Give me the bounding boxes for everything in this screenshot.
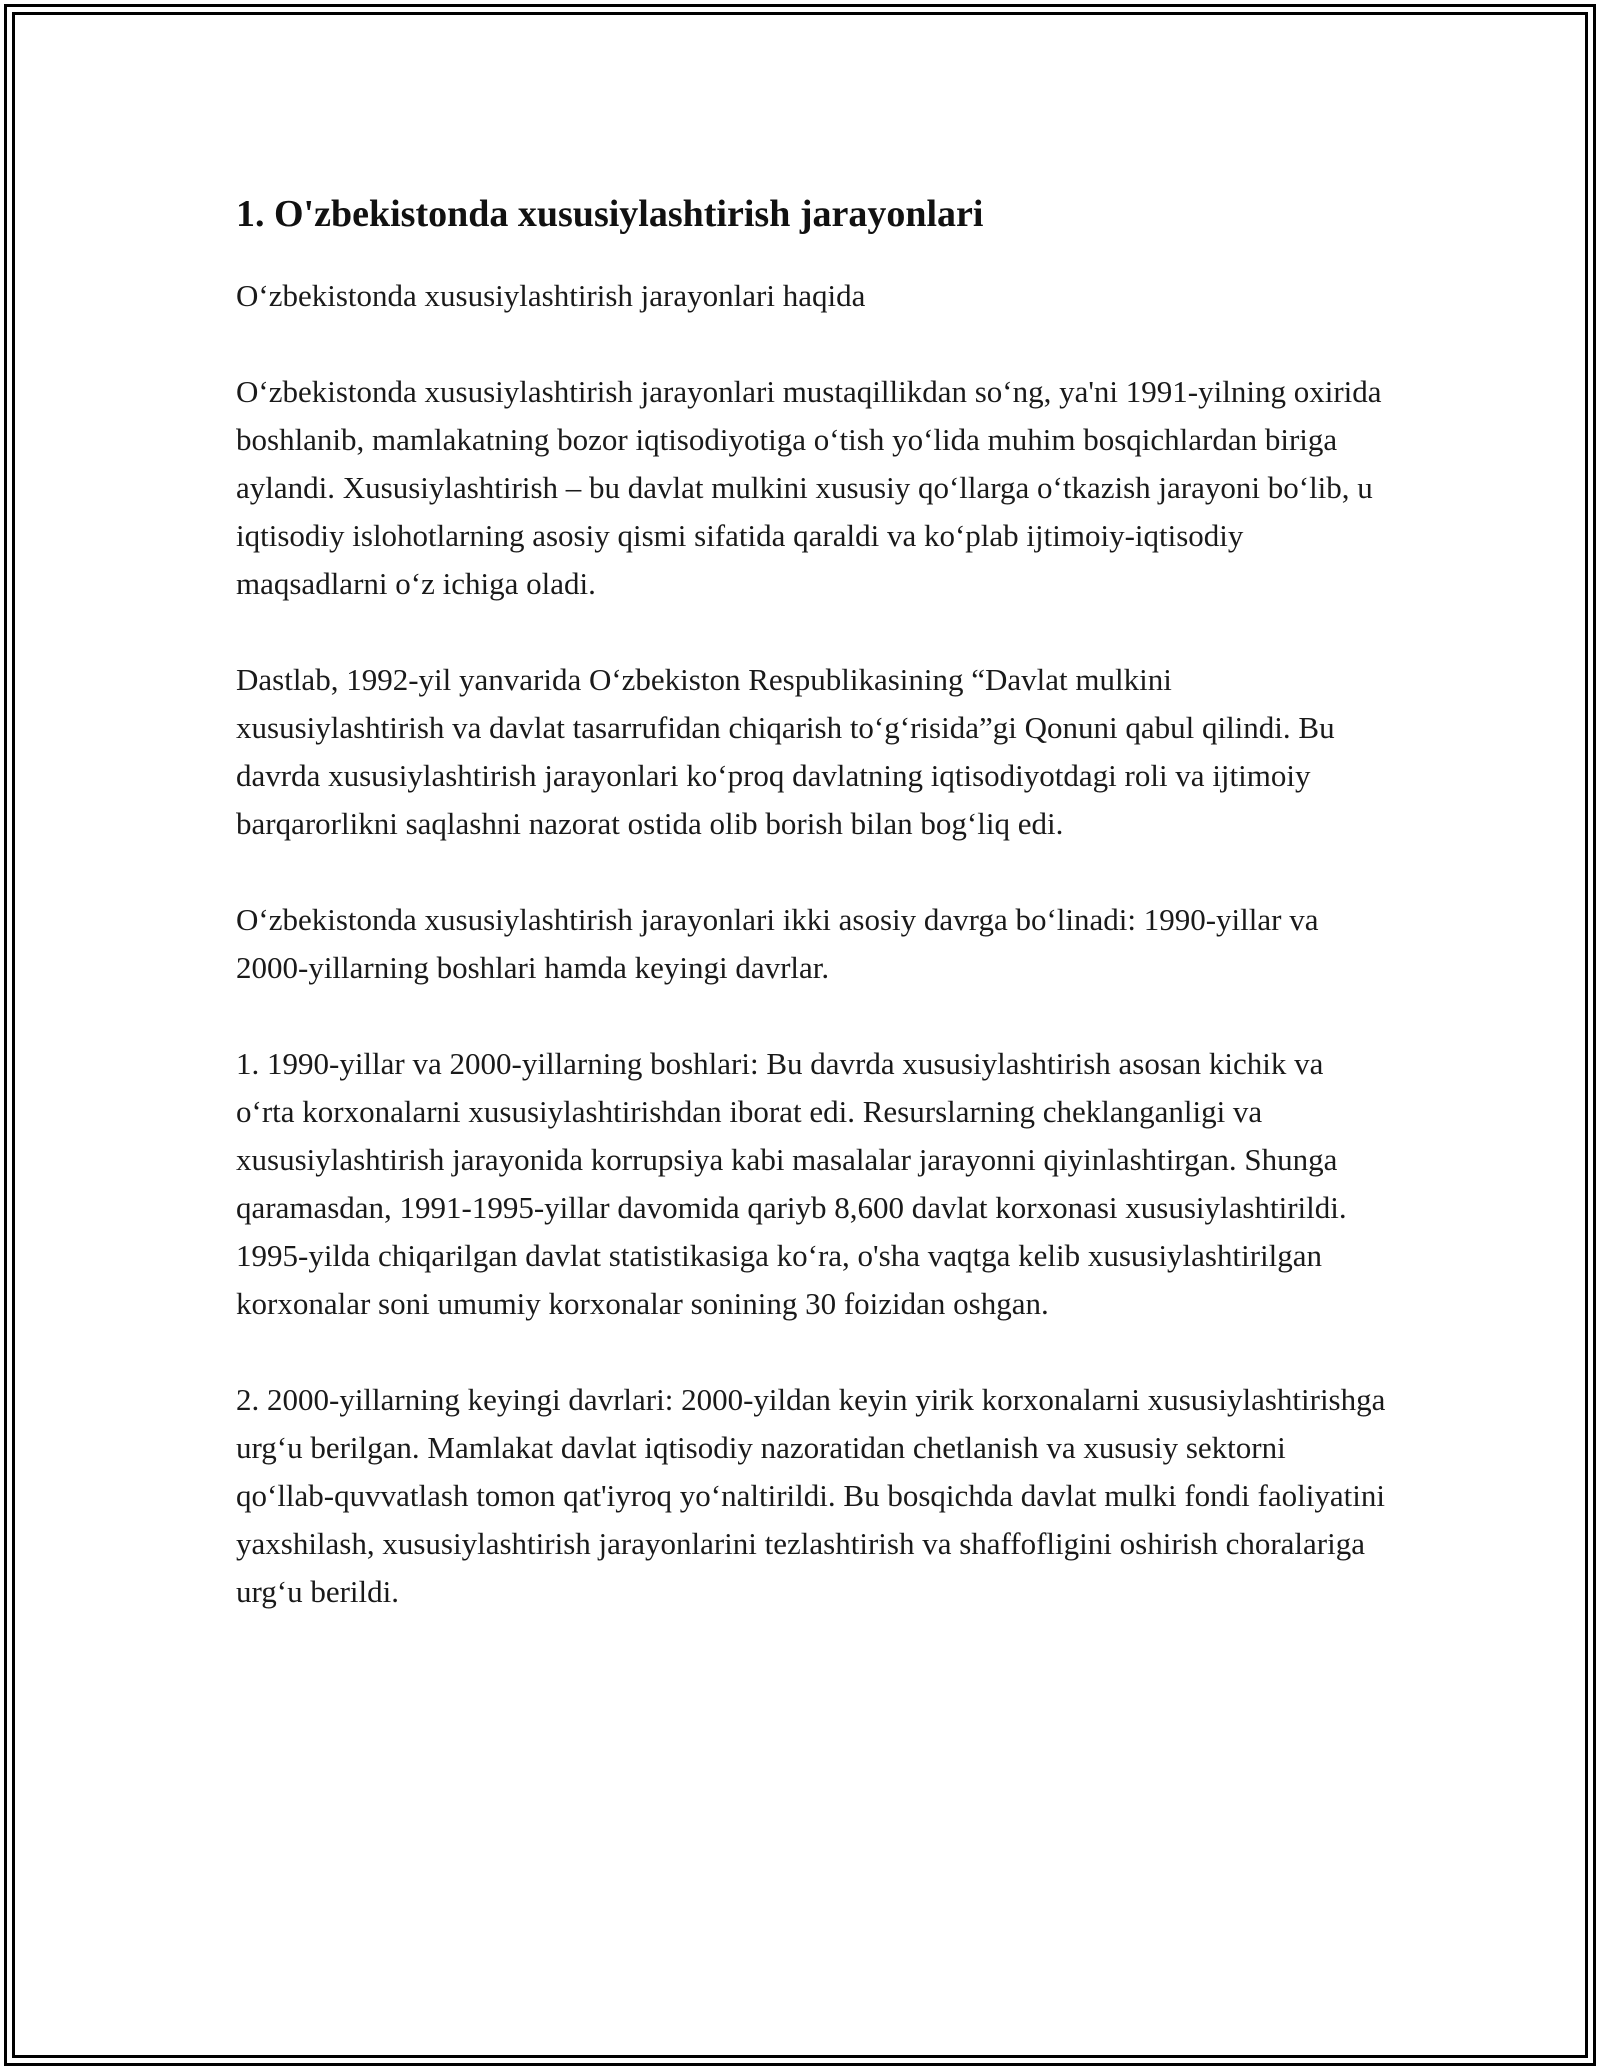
paragraph-period-1: 1. 1990-yillar va 2000-yillarning boshlari: Bu davrda xususiylashtirish asosan kichik va o‘rta korxonalarni xususiylashtirishdan iborat edi. Resurslarning cheklanganligi va xususiylashtirish jarayonida korrupsiya kabi masalalar jarayonni qiyinlashtirgan. Shunga qaramasdan, 1991-1995-yillar davomida qariyb 8,600 davlat korxonasi xususiylashtirildi. 1995-yilda chiqarilgan davlat statistikasiga ko‘ra, o'sha vaqtga kelib xususiylashtirilgan korxonalar soni umumiy korxonalar sonining 30 foizidan oshgan. (236, 1046, 1347, 1321)
paragraph-period-2: 2. 2000-yillarning keyingi davrlari: 2000-yildan keyin yirik korxonalarni xususiylashtirishga urg‘u berilgan. Mamlakat davlat iqtisodiy nazoratidan chetlanish va xususiy sektorni qo‘llab-quvvatlash tomon qat'iyroq yo‘naltirildi. Bu bosqichda davlat mulki fondi faoliyatini yaxshilash, xususiylashtirish jarayonlarini tezlashtirish va shaffofligini oshirish choralariga urg‘u berildi. (236, 1382, 1386, 1609)
paragraph-two-periods: O‘zbekistonda xususiylashtirish jarayonlari ikki asosiy davrga bo‘linadi: 1990-yillar va 2000-yillarning boshlari hamda keyingi davrlar. (236, 902, 1319, 985)
document-subtitle: O‘zbekistonda xususiylashtirish jarayonlari haqida (236, 278, 866, 313)
document-title: 1. O'zbekistonda xususiylashtirish jarayonlari (236, 193, 984, 235)
paragraph-law-1992: Dastlab, 1992-yil yanvarida O‘zbekiston Respublikasining “Davlat mulkini xususiylashtirish va davlat tasarrufidan chiqarish to‘g‘risida”gi Qonuni qabul qilindi. Bu davrda xususiylashtirish jarayonlari ko‘proq davlatning iqtisodiyotdagi roli va ijtimoiy barqarorlikni saqlashni nazorat ostida olib borish bilan bog‘liq edi. (236, 662, 1335, 841)
paragraph-intro: O‘zbekistonda xususiylashtirish jarayonlari mustaqillikdan so‘ng, ya'ni 1991-yilning oxirida boshlanib, mamlakatning bozor iqtisodiyotiga o‘tish yo‘lida muhim bosqichlardan biriga aylandi. Xususiylashtirish – bu davlat mulkini xususiy qo‘llarga o‘tkazish jarayoni bo‘lib, u iqtisodiy islohotlarning asosiy qismi sifatida qaraldi va ko‘plab ijtimoiy-iqtisodiy maqsadlarni o‘z ichiga oladi. (236, 374, 1382, 601)
document-body (236, 186, 1386, 1664)
